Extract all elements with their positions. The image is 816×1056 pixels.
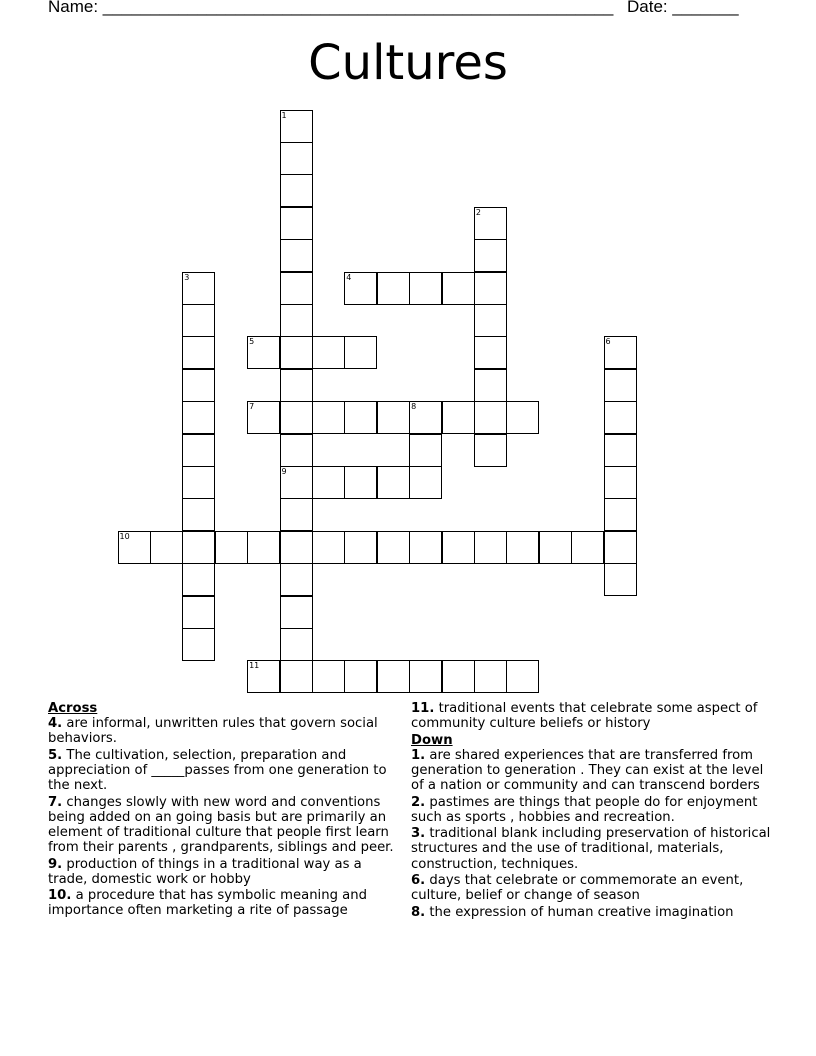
grid-cell[interactable] xyxy=(442,531,475,564)
grid-cell[interactable] xyxy=(280,272,313,305)
clue-across-11 xyxy=(411,701,771,731)
grid-cell[interactable] xyxy=(312,531,345,564)
grid-cell[interactable] xyxy=(280,239,313,272)
clue-across-10 xyxy=(48,888,404,918)
clue-number: 4. xyxy=(48,716,63,732)
grid-cell[interactable] xyxy=(280,596,313,629)
grid-cell[interactable] xyxy=(182,401,215,434)
clue-down-3 xyxy=(411,826,771,872)
grid-cell[interactable] xyxy=(604,369,637,402)
clue-text: traditional events that celebrate some aspect of community culture beliefs or history xyxy=(411,701,758,732)
grid-cell[interactable] xyxy=(280,563,313,596)
grid-cell[interactable] xyxy=(474,207,507,240)
grid-cell[interactable] xyxy=(280,628,313,661)
grid-cell[interactable] xyxy=(247,336,280,369)
clue-number: 7. xyxy=(48,794,63,810)
grid-cell[interactable] xyxy=(280,531,313,564)
grid-cell[interactable] xyxy=(280,174,313,207)
grid-cell[interactable] xyxy=(280,207,313,240)
grid-cell[interactable] xyxy=(474,336,507,369)
grid-cell[interactable] xyxy=(312,660,345,693)
grid-cell[interactable] xyxy=(377,531,410,564)
grid-cell[interactable] xyxy=(182,336,215,369)
clue-text: the expression of human creative imagination xyxy=(429,904,734,920)
clue-text: The cultivation, selection, preparation and appreciation of _____passes from one generation to the next. xyxy=(48,747,387,794)
cell-number: 5 xyxy=(249,337,255,347)
clue-number: 11. xyxy=(411,701,435,716)
clue-number: 3. xyxy=(411,826,426,842)
grid-cell[interactable] xyxy=(280,110,313,143)
grid-cell[interactable] xyxy=(182,272,215,305)
down-heading: Down xyxy=(411,732,453,748)
grid-cell[interactable] xyxy=(182,498,215,531)
clue-across-5 xyxy=(48,748,404,794)
grid-cell[interactable] xyxy=(280,304,313,337)
grid-cell[interactable] xyxy=(280,498,313,531)
grid-cell[interactable] xyxy=(442,272,475,305)
grid-cell[interactable] xyxy=(604,336,637,369)
clue-number: 1. xyxy=(411,747,426,763)
grid-cell[interactable] xyxy=(474,304,507,337)
grid-cell[interactable] xyxy=(150,531,183,564)
clue-text: days that celebrate or commemorate an event, culture, belief or change of season xyxy=(411,872,744,904)
clue-across-9 xyxy=(48,857,404,887)
grid-cell[interactable] xyxy=(474,660,507,693)
cell-number: 4 xyxy=(346,272,352,282)
grid-cell[interactable] xyxy=(280,466,313,499)
cell-number: 2 xyxy=(475,207,481,217)
grid-cell[interactable] xyxy=(474,272,507,305)
clue-number: 10. xyxy=(48,888,72,904)
grid-cell[interactable] xyxy=(474,434,507,467)
cell-number: 7 xyxy=(249,402,255,412)
clue-number: 6. xyxy=(411,872,426,888)
grid-cell[interactable] xyxy=(604,466,637,499)
grid-cell[interactable] xyxy=(182,531,215,564)
grid-cell[interactable] xyxy=(182,466,215,499)
clue-text: traditional blank including preservation of historical structures and the use of traditional, materials, construction, techniques. xyxy=(411,826,771,872)
grid-cell[interactable] xyxy=(247,660,280,693)
grid-cell[interactable] xyxy=(571,531,604,564)
clue-number: 2. xyxy=(411,794,426,810)
clue-across-4 xyxy=(48,716,404,746)
grid-cell[interactable] xyxy=(344,531,377,564)
grid-cell[interactable] xyxy=(344,466,377,499)
grid-cell[interactable] xyxy=(344,336,377,369)
grid-cell[interactable] xyxy=(182,369,215,402)
grid-cell[interactable] xyxy=(312,336,345,369)
grid-cell[interactable] xyxy=(377,466,410,499)
clue-text: pastimes are things that people do for enjoyment such as sports , hobbies and recreation. xyxy=(411,794,758,825)
grid-cell[interactable] xyxy=(344,272,377,305)
grid-cell[interactable] xyxy=(506,401,539,434)
cell-number: 3 xyxy=(184,272,190,282)
date-field-label: Date: _______ xyxy=(627,0,739,16)
grid-cell[interactable] xyxy=(474,401,507,434)
cell-number: 11 xyxy=(249,661,260,671)
cell-number: 10 xyxy=(119,531,130,541)
clue-number: 8. xyxy=(411,904,426,920)
clue-down-1 xyxy=(411,748,771,794)
clue-number: 5. xyxy=(48,747,63,763)
grid-cell[interactable] xyxy=(182,563,215,596)
grid-cell[interactable] xyxy=(280,336,313,369)
cell-number: 9 xyxy=(281,466,287,476)
grid-cell[interactable] xyxy=(506,660,539,693)
grid-cell[interactable] xyxy=(280,434,313,467)
grid-cell[interactable] xyxy=(280,660,313,693)
grid-cell[interactable] xyxy=(474,369,507,402)
grid-cell[interactable] xyxy=(604,498,637,531)
grid-cell[interactable] xyxy=(409,466,442,499)
grid-cell[interactable] xyxy=(409,434,442,467)
clue-down-6 xyxy=(411,873,771,903)
grid-cell[interactable] xyxy=(312,466,345,499)
clue-number: 9. xyxy=(48,856,63,872)
grid-cell[interactable] xyxy=(442,660,475,693)
grid-cell[interactable] xyxy=(604,401,637,434)
grid-cell[interactable] xyxy=(312,401,345,434)
grid-cell[interactable] xyxy=(280,142,313,175)
grid-cell[interactable] xyxy=(377,272,410,305)
grid-cell[interactable] xyxy=(474,239,507,272)
grid-cell[interactable] xyxy=(215,531,248,564)
grid-cell[interactable] xyxy=(247,401,280,434)
grid-cell[interactable] xyxy=(409,660,442,693)
clue-text: are shared experiences that are transferred from generation to generation . They can exist at the level of a nation or community and can transcend borders xyxy=(411,747,764,794)
grid-cell[interactable] xyxy=(604,531,637,564)
clue-text: a procedure that has symbolic meaning and importance often marketing a rite of passage xyxy=(48,888,367,919)
grid-cell[interactable] xyxy=(247,531,280,564)
grid-cell[interactable] xyxy=(377,401,410,434)
clue-text: are informal, unwritten rules that govern social behaviors. xyxy=(48,716,378,747)
clue-text: production of things in a traditional way as a trade, domestic work or hobby xyxy=(48,856,362,887)
grid-cell[interactable] xyxy=(442,401,475,434)
across-heading: Across xyxy=(48,701,98,716)
grid-cell[interactable] xyxy=(182,596,215,629)
clue-across-7 xyxy=(48,795,404,856)
grid-cell[interactable] xyxy=(182,304,215,337)
grid-cell[interactable] xyxy=(604,563,637,596)
grid-cell[interactable] xyxy=(182,628,215,661)
grid-cell[interactable] xyxy=(118,531,151,564)
grid-cell[interactable] xyxy=(280,401,313,434)
grid-cell[interactable] xyxy=(474,531,507,564)
clue-text: changes slowly with new word and conventions being added on an going basis but are primarily an element of traditional culture that people first learn from their parents , grandparents, siblings and peer. xyxy=(48,794,394,856)
grid-cell[interactable] xyxy=(409,272,442,305)
cell-number: 8 xyxy=(411,402,417,412)
grid-cell[interactable] xyxy=(409,401,442,434)
cell-number: 1 xyxy=(281,110,287,120)
grid-cell[interactable] xyxy=(280,369,313,402)
clue-down-8 xyxy=(411,905,771,920)
grid-cell[interactable] xyxy=(506,531,539,564)
cell-number: 6 xyxy=(605,337,611,347)
grid-cell[interactable] xyxy=(604,434,637,467)
grid-cell[interactable] xyxy=(344,660,377,693)
clues-column-right xyxy=(411,701,771,921)
puzzle-title: Cultures xyxy=(308,35,508,91)
clues-column-left xyxy=(48,701,404,920)
grid-cell[interactable] xyxy=(182,434,215,467)
grid-cell[interactable] xyxy=(377,660,410,693)
clue-down-2 xyxy=(411,795,771,825)
name-field-label: Name: ______________________________________________________ xyxy=(48,0,614,16)
grid-cell[interactable] xyxy=(344,401,377,434)
grid-cell[interactable] xyxy=(539,531,572,564)
grid-cell[interactable] xyxy=(409,531,442,564)
